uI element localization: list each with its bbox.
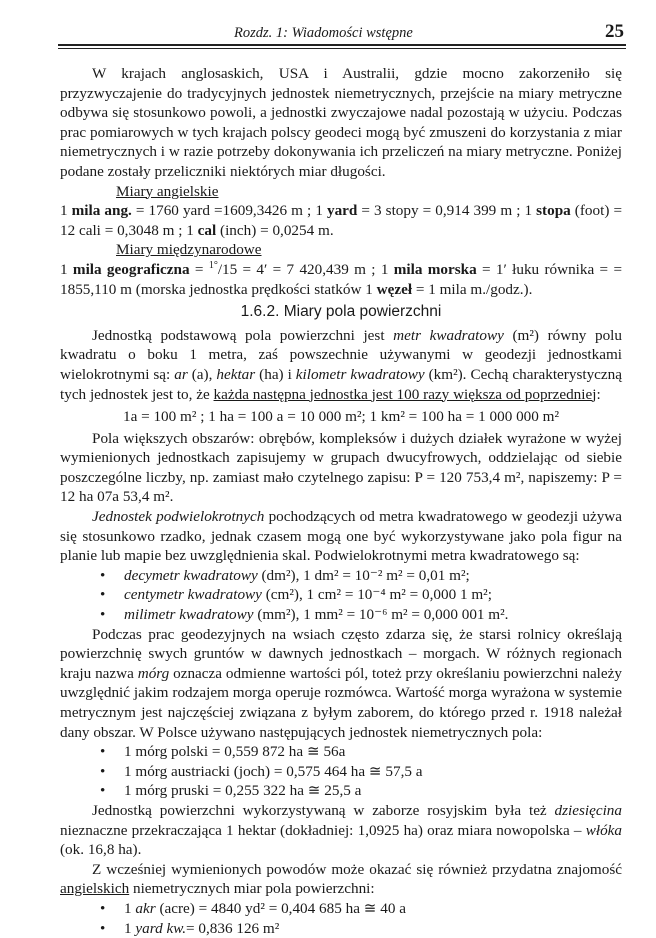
english-area-list bbox=[60, 899, 622, 938]
term-yard: yard bbox=[326, 202, 358, 220]
list-item: • 1 akr (acre) = 4840 yd² = 0,404 685 ha ≅ 40 a bbox=[60, 899, 622, 919]
subunits-paragraph: Jednostek podwielokrotnych pochodzących od metra kwadratowego w geodezji używa się stosunkowo rzadko, jednak czasem mogą one być wykorzystywane jako pola figur na planie lub mapie bez uwzględnienia skal. Podwielokrotnymi metra kwadratowego są: bbox=[60, 508, 622, 565]
intl-units-paragraph: 1 mila geograficzna = $^{1^\circ}$/15 = 4′ = 7 420,439 m ; 1 mila morska = 1′ łuku równika = = 1855,110 m (morska jednostka prędkości statków 1 węzeł = 1 mila m./godz.). bbox=[60, 259, 623, 298]
area-units-paragraph: Jednostką podstawową pola powierzchni jest metr kwadratowy (m²) równy polu kwadratu o boku 1 metra, zaś powszechnie używanymi w geodezji jednostkami wielokrotnymi są: ar (a), hektar (ha) i kilometr kwadratowy (km²). Cechą charakterystyczną tych jednostek jest to, że każda następna jednostka jest 100 razy większa od poprzedniej: bbox=[60, 326, 622, 403]
term-sea-mile: mila morska bbox=[393, 260, 477, 278]
subheading-anglo: Miary angielskie bbox=[116, 182, 219, 200]
list-item: • 1 mórg pruski = 0,255 322 ha ≅ 25,5 a bbox=[60, 781, 622, 801]
term-inch: cal bbox=[197, 221, 217, 239]
page-number: 25 bbox=[605, 21, 624, 42]
area-equation: 1a = 100 m² ; 1 ha = 100 a = 10 000 m²; 1 km² = 100 ha = 1 000 000 m² bbox=[122, 408, 560, 426]
anglo-units-paragraph: 1 mila ang. = 1760 yard =1609,3426 m ; 1 yard = 3 stopy = 0,914 399 m ; 1 stopa (foot) = 12 cali = 0,3048 m ; 1 cal (inch) = 0,0254 m. bbox=[60, 202, 623, 239]
running-header bbox=[58, 22, 624, 46]
list-item: • 1 yard kw.= 0,836 126 m² bbox=[60, 919, 622, 938]
list-item: • milimetr kwadratowy (mm²), 1 mm² = 10⁻⁶ m² = 0,000 001 m². bbox=[60, 605, 622, 625]
subheading-intl: Miary międzynarodowe bbox=[116, 241, 262, 259]
term-foot: stopa bbox=[536, 202, 571, 220]
list-item: • decymetr kwadratowy (dm²), 1 dm² = 10⁻² m² = 0,01 m²; bbox=[60, 566, 622, 586]
chapter-title: Rozdz. 1: Wiadomości wstępne bbox=[234, 25, 413, 41]
header-rule-thin bbox=[58, 48, 626, 49]
list-item: • 1 mórg polski = 0,559 872 ha ≅ 56a bbox=[60, 742, 622, 762]
term-geo-mile: mila geograficzna bbox=[72, 260, 190, 278]
underlined-rule: każda następna jednostka jest 100 razy większa od poprzedniej bbox=[213, 385, 597, 403]
page-body bbox=[60, 64, 622, 938]
header-rule bbox=[58, 44, 626, 46]
section-title: 1.6.2. Miary pola powierzchni bbox=[240, 303, 442, 321]
subunits-list bbox=[60, 566, 622, 625]
intro-paragraph: W krajach anglosaskich, USA i Australii, gdzie mocno zakorzeniło się przyzwyczajenie do tradycyjnych jednostek niemetrycznych, przejście na miary metryczne odbywa się stosunkowo powoli, a jednostki zwyczajowe nadal pozostają w użyciu. Podczas prac pomiarowych w tych krajach polscy geodeci mogą być zmuszeni do korzystania z miar niemetrycznych i w razie potrzeby dokonywania ich przeliczeń na miary metryczne. Poniżej podane zostały przeliczniki niektórych miar długości. bbox=[60, 65, 622, 180]
morg-paragraph: Podczas prac geodezyjnych na wsiach często zdarza się, że starsi rolnicy określają powierzchnię swych gruntów w dawnych jednostkach – morgach. W różnych regionach kraju nazwa mórg oznacza odmienne wartości pól, toteż przy określaniu powierzchni należy uwzględnić jakim rodzajem morga operuje rozmówca. Wartość morga wyrażona w systemie metrycznym jest najczęściej związana z byłym zaborem, do którego przed r. 1918 należał dany obszar. W Polsce używano następujących jednostek niemetrycznych pola: bbox=[60, 625, 622, 741]
notation-paragraph: Pola większych obszarów: obrębów, kompleksów i dużych działek wyrażone w wyżej wymienionych jednostkach zapisujemy w grupach dwucyfrowych, oddzielając od siebie poszczególne liczby, np. zamiast mało czytelnego zapisu: P = 120 753,4 m², napiszemy: P = 12 ha 07a 53,4 m². bbox=[60, 429, 622, 506]
russian-units-paragraph: Jednostką powierzchni wykorzystywaną w zaborze rosyjskim była też dziesięcina nieznaczne przekraczająca 1 hektar (dokładniej: 1,0925 ha) oraz miara nowopolska – włóka (ok. 16,8 ha). bbox=[60, 801, 622, 859]
list-item: • 1 mórg austriacki (joch) = 0,575 464 ha ≅ 57,5 a bbox=[60, 762, 622, 782]
term-knot: węzeł bbox=[376, 280, 413, 298]
morg-list bbox=[60, 742, 622, 801]
english-area-paragraph: Z wcześniej wymienionych powodów może okazać się również przydatna znajomość angielskich niemetrycznych miar pola powierzchni: bbox=[60, 860, 622, 898]
list-item: • centymetr kwadratowy (cm²), 1 cm² = 10⁻⁴ m² = 0,000 1 m²; bbox=[60, 585, 622, 605]
term-mile: mila ang. bbox=[71, 202, 132, 220]
